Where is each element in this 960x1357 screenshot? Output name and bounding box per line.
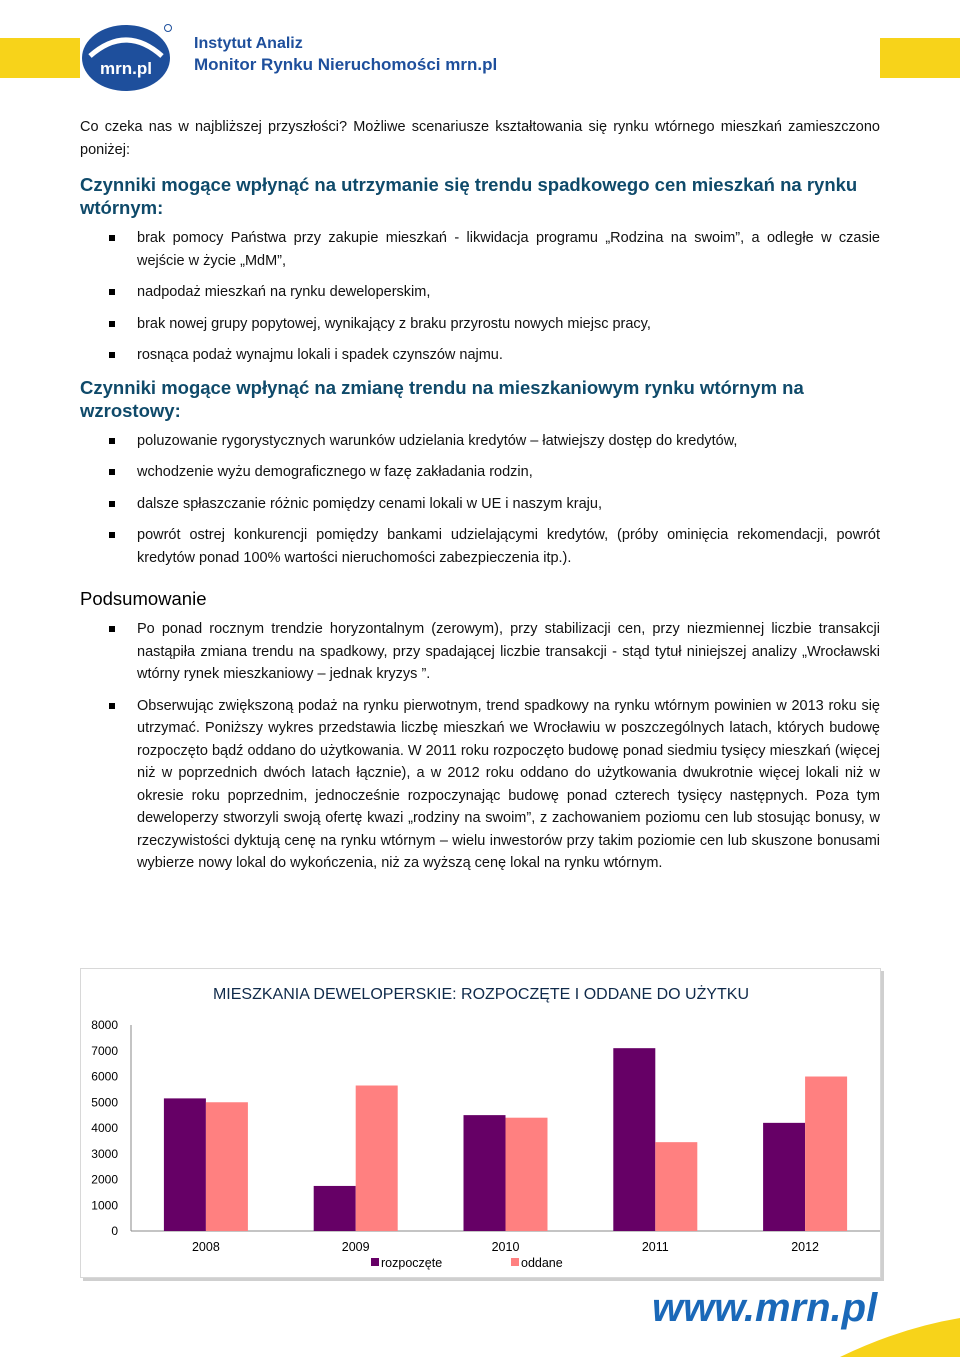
x-tick-label: 2011 [641, 1240, 669, 1254]
list-item-text: poluzowanie rygorystycznych warunków udzielania kredytów – łatwiejszy dostęp do kredytów, [137, 432, 738, 449]
list-item [80, 461, 880, 484]
list-item-text: powrót ostrej konkurencji pomiędzy bankami udzielającymi kredytów, (próby ominięcia rekomendacji, powrót kredytów ponad 100% wartości nieruchomości zabezpieczenia itp.). [137, 527, 880, 566]
footer-swoosh [840, 1318, 960, 1357]
list-item [80, 430, 880, 453]
mrn-logo [80, 22, 172, 92]
summary-list [80, 618, 880, 875]
list-item [80, 618, 880, 686]
header-yellow-band-right [880, 38, 960, 78]
bar-rozpoczete [763, 1123, 805, 1231]
legend-swatch [511, 1258, 519, 1266]
bullet-icon [109, 469, 115, 475]
legend-label: rozpoczęte [381, 1256, 443, 1270]
bullet-icon [109, 352, 115, 358]
y-tick-label: 3000 [91, 1146, 118, 1161]
legend-swatch [371, 1258, 379, 1266]
bar-chart [81, 969, 880, 1277]
list-item-text: wchodzenie wyżu demograficznego w fazę zakładania rodzin, [137, 464, 533, 480]
list-item [80, 524, 880, 569]
section2-heading: Czynniki mogące wpłynąć na zmianę trendu na mieszkaniowym rynku wtórnym na wzrostowy: [80, 376, 804, 421]
list-item [80, 493, 880, 516]
section2-list [80, 430, 880, 570]
bar-rozpoczete [314, 1186, 356, 1231]
list-item-text: Po ponad rocznym trendzie horyzontalnym (zerowym), przy stabilizacji cen, przy niezmiennej liczbie transakcji nastąpiła zmiana trendu na spadkowy, przy spadającej liczbie transakcji - stąd tytuł niniejszej analizy „Wrocławski wtórny rynek mieszkaniowy – jednak kryzys ”. [137, 621, 880, 682]
y-tick-label: 5000 [91, 1095, 118, 1110]
list-item [80, 313, 880, 336]
x-tick-label: 2008 [191, 1240, 220, 1254]
bullet-icon [109, 532, 115, 538]
bullet-icon [109, 703, 115, 709]
y-tick-label: 4000 [91, 1121, 118, 1135]
y-tick-label: 2000 [91, 1172, 118, 1187]
bar-oddane [356, 1086, 398, 1231]
x-tick-label: 2012 [791, 1240, 820, 1254]
document-body [80, 116, 880, 884]
brand-name [194, 34, 497, 76]
bar-oddane [206, 1102, 248, 1231]
legend-label: oddane [521, 1256, 563, 1270]
list-item-text: brak nowej grupy popytowej, wynikający z braku przyrostu nowych miejsc pracy, [137, 315, 651, 332]
bar-rozpoczete [464, 1115, 506, 1231]
bar-rozpoczete [613, 1048, 655, 1231]
section1-list [80, 227, 880, 367]
bullet-icon [109, 438, 115, 444]
list-item-text: dalsze spłaszczanie różnic pomiędzy cenami lokali w UE i naszym kraju, [137, 495, 602, 512]
header-yellow-band-left [0, 38, 80, 78]
list-item-text: Obserwując zwiększoną podaż na rynku pierwotnym, trend spadkowy na rynku wtórnym powinien w 2013 roku się utrzymać. Poniższy wykres przedstawia liczbę mieszkań we Wrocławiu w poszczególnych latach, których budowę rozpoczęto bądź oddano do użytkowania. W 2011 roku rozpoczęto budowę ponad siedmiu tysięcy mieszkań (więcej niż w poprzednich dwóch latach łącznie), a w 2012 roku oddano do użytkowania dwukrotnie więcej lokali niż w okresie roku poprzednim, jednocześnie rozpoczynając budowę ponad czterech tysięcy następnych. Poza tym deweloperzy stworzyli swoją ofertę kwazi „rodziny na swoim”, z zachowaniem poziomu cen lub stosując bonusy, w rzeczywistości dyktują cenę na rynku wtórnym – wielu inwestorów przy takim poziomie cen lub skuszone bonusami wybierze nowy lokal do wykończenia, niż za wyższą cenę lokal na rynku wtórnym. [137, 697, 880, 871]
bar-oddane [506, 1118, 548, 1231]
section1-heading: Czynniki mogące wpłynąć na utrzymanie się trendu spadkowego cen mieszkań na rynku wtórnym: [80, 174, 858, 218]
chart-container [80, 968, 881, 1278]
bullet-icon [109, 289, 115, 295]
bullet-icon [109, 626, 115, 632]
y-tick-label: 1000 [91, 1198, 118, 1213]
bullet-icon [109, 501, 115, 507]
y-tick-label: 6000 [91, 1069, 118, 1084]
x-tick-label: 2010 [491, 1240, 520, 1254]
list-item-text: rosnąca podaż wynajmu lokali i spadek czynszów najmu. [137, 347, 503, 363]
summary-heading: Podsumowanie [80, 588, 207, 609]
list-item [80, 227, 880, 272]
bar-oddane [655, 1142, 697, 1231]
y-tick-label: 8000 [91, 1018, 118, 1032]
list-item-text: nadpodaż mieszkań na rynku deweloperskim, [137, 284, 431, 300]
bullet-icon [109, 235, 115, 241]
list-item [80, 281, 880, 304]
y-tick-label: 7000 [91, 1043, 118, 1058]
bullet-icon [109, 321, 115, 327]
logo-text: mrn.pl [100, 59, 152, 78]
list-item-text: brak pomocy Państwa przy zakupie mieszkań - likwidacja programu „Rodzina na swoim”, a odległe w czasie wejście w życie „MdM”, [137, 230, 880, 269]
bar-rozpoczete [164, 1098, 206, 1231]
list-item [80, 344, 880, 367]
y-tick-label: 0 [111, 1224, 118, 1238]
bar-oddane [805, 1077, 847, 1232]
chart-title: MIESZKANIA DEWELOPERSKIE: ROZPOCZĘTE I ODDANE DO UŻYTKU [212, 986, 750, 1003]
footer-site-url: www.mrn.pl [652, 1286, 878, 1330]
x-tick-label: 2009 [341, 1240, 370, 1254]
list-item [80, 695, 880, 875]
brand-line-1: Instytut Analiz [194, 35, 303, 52]
brand-line-2: Monitor Rynku Nieruchomości mrn.pl [194, 55, 498, 74]
intro-paragraph: Co czeka nas w najbliższej przyszłości? Możliwe scenariusze kształtowania się rynku wtórnego mieszkań zamieszczono poniżej: [80, 119, 880, 158]
